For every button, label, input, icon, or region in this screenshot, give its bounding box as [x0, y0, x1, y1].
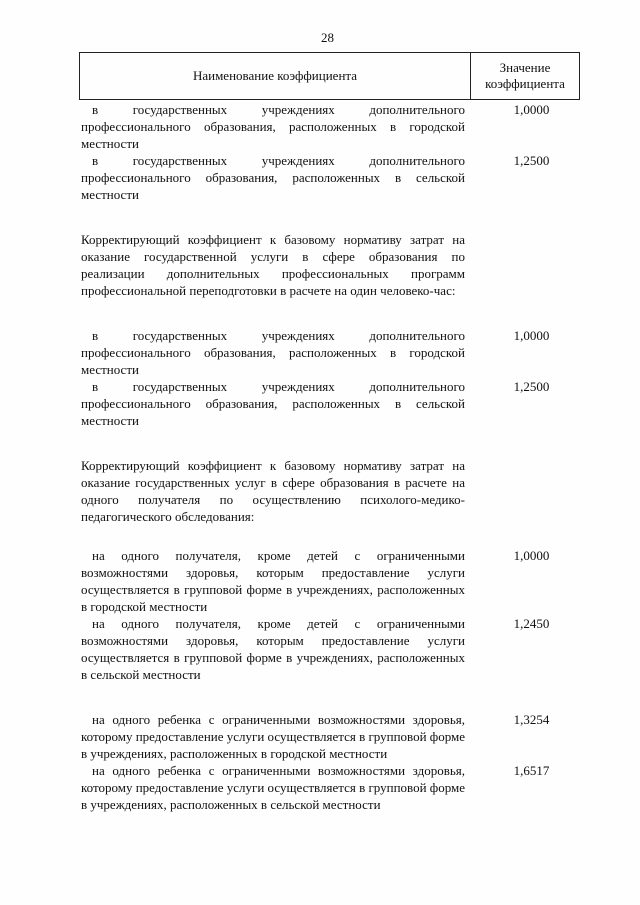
row-value: 1,6517	[513, 763, 550, 778]
row-text: на одного ребенка с ограниченными возможностями здоровья, которому предоставление услуги осуществляется в групповой форме в учреждениях, расположенных в городской местности	[81, 712, 466, 761]
table-row	[79, 547, 580, 615]
table-row	[79, 152, 580, 203]
table-body	[79, 101, 580, 813]
row-text: на одного получателя, кроме детей с ограниченными возможностями здоровья, которым предоставление услуги осуществляется в групповой форме в учреждениях, расположенных в сельской местности	[81, 616, 465, 682]
table-row-heading	[79, 457, 580, 525]
row-text: в государственных учреждениях дополнительного профессионального образования, расположенных в городской местности	[81, 102, 465, 151]
row-text: в государственных учреждениях дополнительного профессионального образования, расположенных в сельской местности	[81, 379, 465, 428]
row-text: в государственных учреждениях дополнительного профессионального образования, расположенных в городской местности	[81, 328, 465, 377]
row-text: Корректирующий коэффициент к базовому нормативу затрат на оказание государственной услуги в сфере образования по реализации дополнительных профессиональных программ профессиональной переподготовки в расчете на один человеко-час:	[81, 232, 465, 298]
row-value: 1,0000	[513, 328, 550, 343]
column-header-name: Наименование коэффициента	[80, 53, 471, 99]
row-text: на одного ребенка с ограниченными возможностями здоровья, которому предоставление услуги осуществляется в групповой форме в учреждениях, расположенных в сельской местности	[81, 763, 466, 812]
row-value: 1,0000	[513, 102, 550, 117]
row-text: Корректирующий коэффициент к базовому нормативу затрат на оказание государственных услуг в сфере образования в расчете на одного получателя по осуществлению психолого-медико-педагогического обследования:	[81, 458, 465, 524]
row-value: 1,0000	[513, 548, 550, 563]
spacer	[79, 299, 580, 327]
page-number: 28	[321, 30, 334, 45]
table-header	[79, 52, 580, 100]
table-row	[79, 327, 580, 378]
row-value	[471, 457, 580, 525]
table-row	[79, 711, 580, 762]
column-header-value-line2: коэффициента	[485, 76, 565, 91]
row-value: 1,2500	[513, 153, 550, 168]
spacer	[79, 203, 580, 231]
table-row	[79, 762, 580, 813]
row-text: в государственных учреждениях дополнительного профессионального образования, расположенных в сельской местности	[81, 153, 465, 202]
row-value	[471, 231, 580, 299]
spacer	[79, 525, 580, 547]
row-value: 1,3254	[513, 712, 550, 727]
column-header-value	[471, 53, 579, 99]
row-value: 1,2450	[513, 616, 550, 631]
column-header-value-line1: Значение	[499, 60, 551, 75]
row-value: 1,2500	[513, 379, 550, 394]
spacer	[79, 683, 580, 711]
table-row	[79, 378, 580, 429]
table-row-heading	[79, 231, 580, 299]
table-row	[79, 101, 580, 152]
spacer	[79, 429, 580, 457]
row-text: на одного получателя, кроме детей с ограниченными возможностями здоровья, которым предоставление услуги осуществляется в групповой форме в учреждениях, расположенных в городской местности	[81, 548, 465, 614]
table-row	[79, 615, 580, 683]
